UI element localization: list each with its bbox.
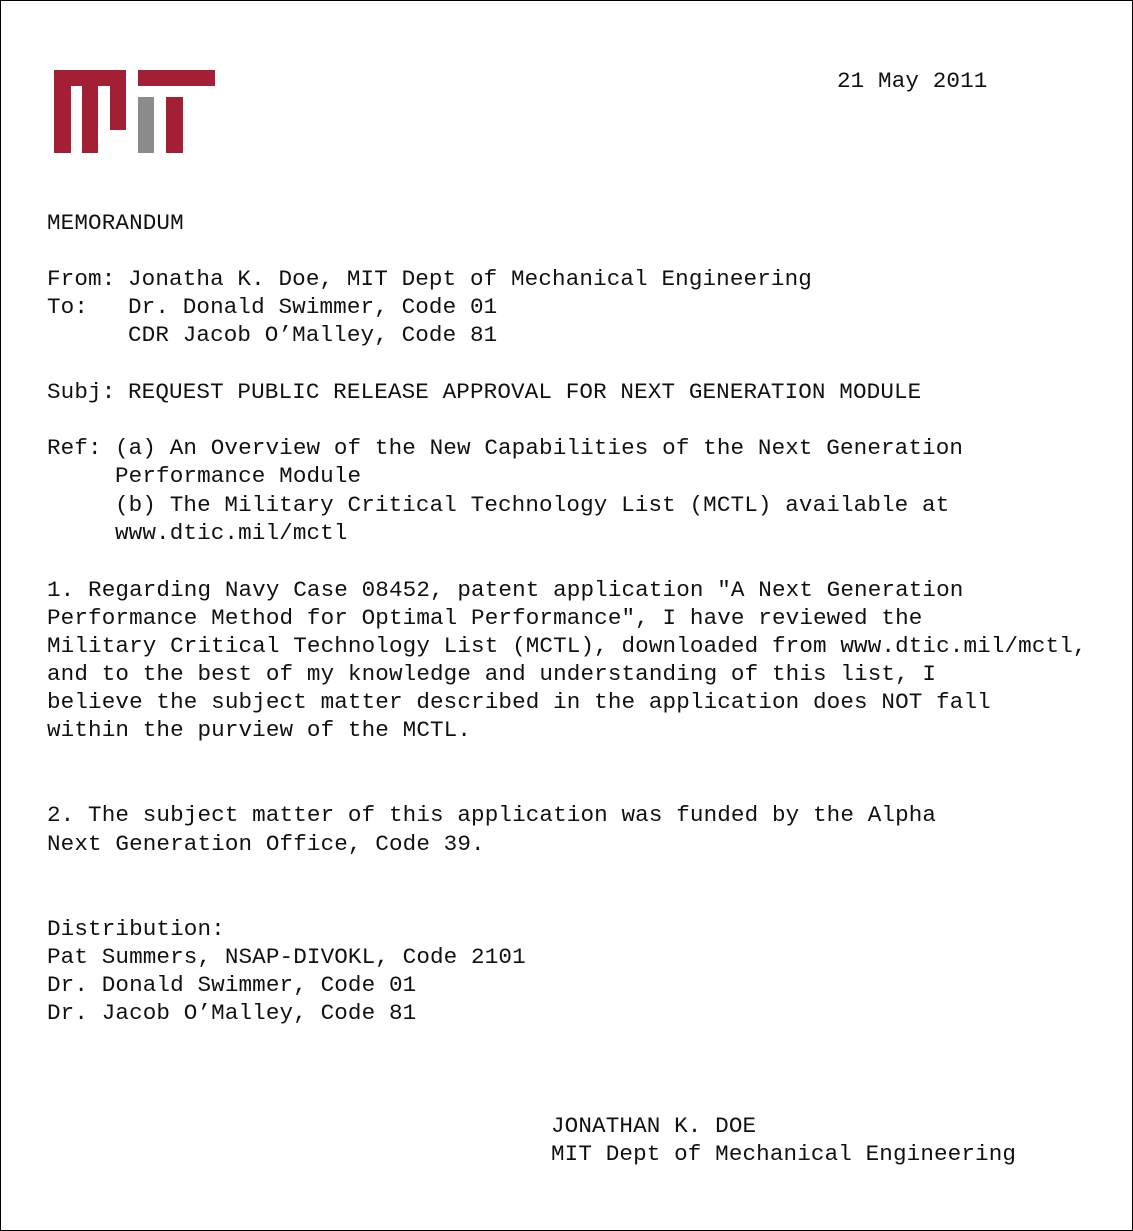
distribution-label: Distribution: (47, 916, 225, 942)
distribution-line: Pat Summers, NSAP-DIVOKL, Code 2101 (47, 944, 526, 970)
subj-value: REQUEST PUBLIC RELEASE APPROVAL FOR NEXT GENERATION MODULE (128, 379, 922, 405)
ref-line: (b) The Military Critical Technology List (MCTL) available at (115, 492, 950, 518)
subj-label: Subj: (47, 379, 116, 405)
logo-bar (110, 70, 126, 130)
paragraph-1-line: within the purview of the MCTL. (47, 717, 472, 743)
mit-logo-icon (54, 70, 215, 153)
memo-date: 21 May 2011 (837, 68, 988, 94)
paragraph-1-line: and to the best of my knowledge and understanding of this list, I (47, 661, 937, 687)
distribution-line: Dr. Donald Swimmer, Code 01 (47, 972, 417, 998)
logo-bar (138, 70, 215, 86)
logo-bar (166, 97, 183, 153)
to-recipient: CDR Jacob O’Malley, Code 81 (128, 322, 498, 348)
paragraph-1-line: believe the subject matter described in the application does NOT fall (47, 689, 991, 715)
from-label: From: (47, 266, 116, 292)
paragraph-1-line: 1. Regarding Navy Case 08452, patent application "A Next Generation (47, 577, 964, 603)
to-label: To: (47, 294, 89, 320)
ref-line: Performance Module (115, 463, 362, 489)
signature-name: JONATHAN K. DOE (551, 1113, 757, 1139)
ref-line: (a) An Overview of the New Capabilities of the Next Generation (115, 435, 964, 461)
memo-title: MEMORANDUM (47, 210, 184, 236)
from-value: Jonatha K. Doe, MIT Dept of Mechanical Engineering (128, 266, 812, 292)
mit-logo-svg (54, 70, 215, 153)
paragraph-2-line: 2. The subject matter of this application was funded by the Alpha (47, 802, 937, 828)
to-recipient: Dr. Donald Swimmer, Code 01 (128, 294, 498, 320)
distribution-line: Dr. Jacob O’Malley, Code 81 (47, 1000, 417, 1026)
signature-dept: MIT Dept of Mechanical Engineering (551, 1141, 1017, 1167)
logo-bar (138, 97, 154, 153)
paragraph-1-line: Military Critical Technology List (MCTL), downloaded from www.dtic.mil/mctl, (47, 633, 1087, 659)
logo-bar (82, 70, 98, 153)
paragraph-2-line: Next Generation Office, Code 39. (47, 831, 485, 857)
ref-line: www.dtic.mil/mctl (115, 520, 348, 546)
paragraph-1-line: Performance Method for Optimal Performance", I have reviewed the (47, 605, 923, 631)
ref-label: Ref: (47, 435, 102, 461)
